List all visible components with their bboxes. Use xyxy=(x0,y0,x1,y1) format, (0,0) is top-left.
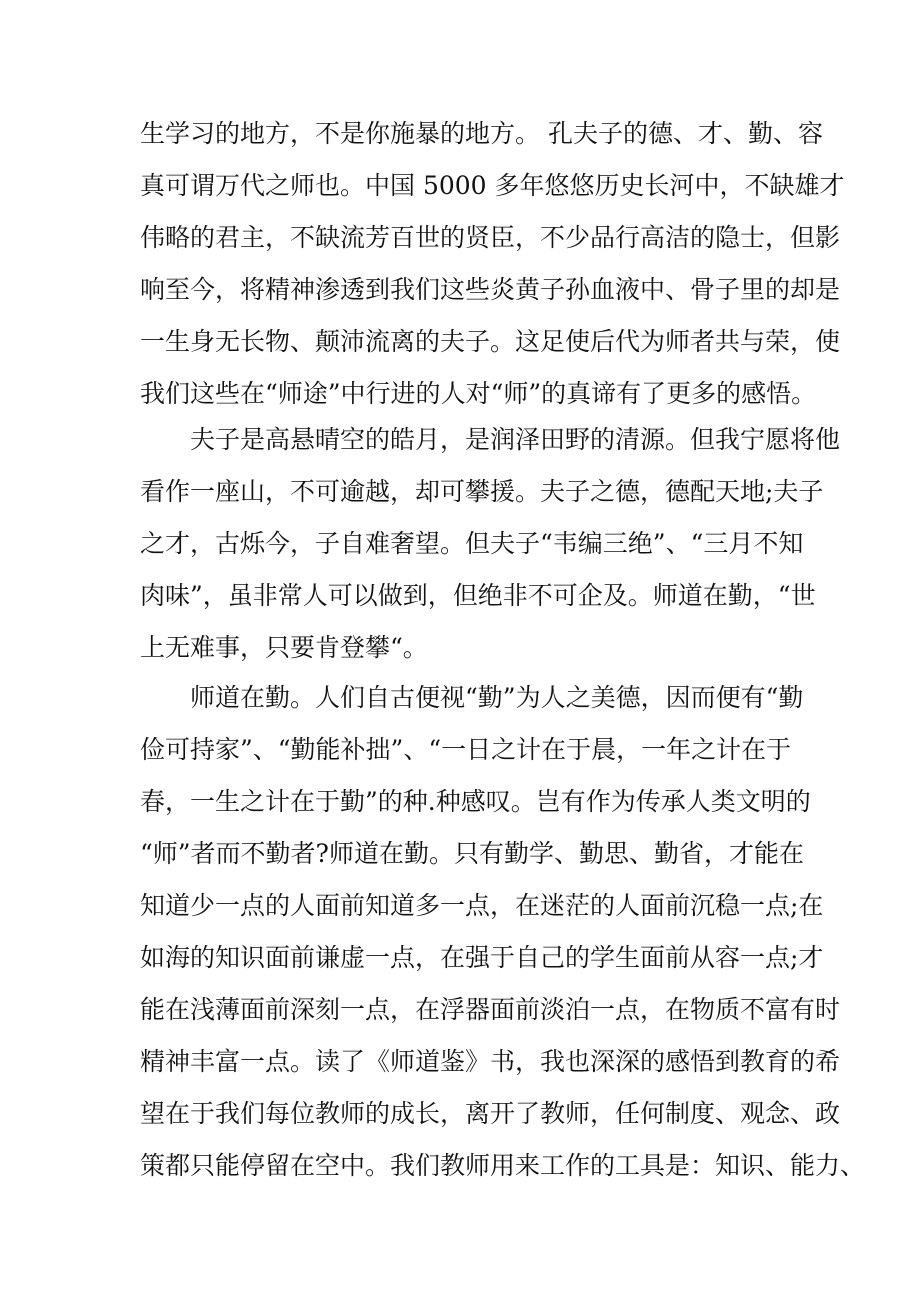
text-line: 我们这些在“师途”中行进的人对“师”的真谛有了更多的感悟。 xyxy=(140,379,817,408)
paragraph-3 xyxy=(140,672,866,1192)
text-line: 夫子是高悬晴空的皓月，是润泽田野的清源。但我宁愿将他 xyxy=(140,425,841,454)
paragraph-2 xyxy=(140,414,841,674)
text-line: 精神丰富一点。读了《师道鉴》书，我也深深的感悟到教育的希 xyxy=(140,1047,841,1076)
text-line: 知道少一点的人面前知道多一点，在迷茫的人面前沉稳一点;在 xyxy=(140,891,824,920)
text-line: 能在浅薄面前深刻一点，在浮器面前淡泊一点，在物质不富有时 xyxy=(140,995,841,1024)
text-line: 春，一生之计在于勤”的种.种感叹。岂有作为传承人类文明的 xyxy=(140,787,811,816)
text-line: 俭可持家”、“勤能补拙”、“一日之计在于晨，一年之计在于 xyxy=(140,735,792,764)
text-line: 肉味”，虽非常人可以做到，但绝非不可企及。师道在勤，“世 xyxy=(140,581,816,610)
text-line: 如海的知识面前谦虚一点，在强于自己的学生面前从容一点;才 xyxy=(140,943,824,972)
text-line: 望在于我们每位教师的成长，离开了教师，任何制度、观念、政 xyxy=(140,1099,841,1128)
text-line: 之才，古烁今，子自难奢望。但夫子“韦编三绝”、“三月不知 xyxy=(140,529,804,558)
text-line: 一生身无长物、颠沛流离的夫子。这足使后代为师者共与荣，使 xyxy=(140,327,841,356)
text-line: 伟略的君主，不缺流芳百世的贤臣，不少品行高洁的隐士，但影 xyxy=(140,223,841,252)
text-line: 生学习的地方，不是你施暴的地方。 孔夫子的德、才、勤、容 xyxy=(140,119,823,148)
text-line: 策都只能停留在空中。我们教师用来工作的工具是：知识、能力、 xyxy=(140,1151,866,1180)
text-line: “师”者而不勤者?师道在勤。只有勤学、勤思、勤省，才能在 xyxy=(140,839,804,868)
text-line: 上无难事，只要肯登攀“。 xyxy=(140,633,428,662)
text-line: 响至今，将精神渗透到我们这些炎黄子孙血液中、骨子里的却是 xyxy=(140,275,841,304)
text-line: 看作一座山，不可逾越，却可攀援。夫子之德，德配天地;夫子 xyxy=(140,477,824,506)
text-line: 真可谓万代之师也。中国 5000 多年悠悠历史长河中，不缺雄才 xyxy=(140,171,845,200)
text-line: 师道在勤。人们自古便视“勤”为人之美德，因而便有“勤 xyxy=(140,683,804,712)
paragraph-1 xyxy=(140,108,845,420)
